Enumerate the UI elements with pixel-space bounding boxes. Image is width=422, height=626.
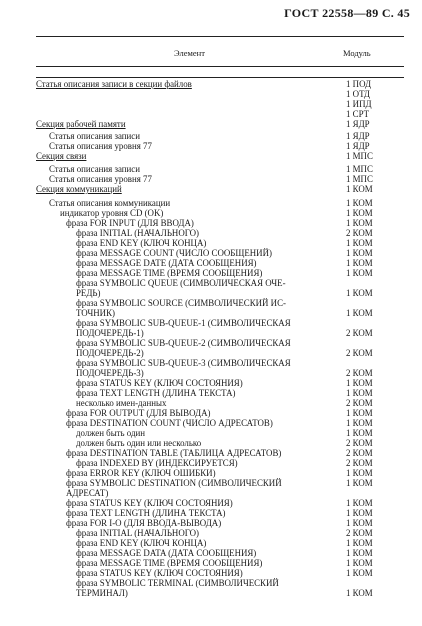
section-title: Секция связи (36, 151, 87, 161)
section-title: Секция коммуникаций (36, 184, 122, 194)
module-code: 1 КОМ (346, 498, 373, 508)
element-text: фраза TEXT LENGTH (ДЛИНА ТЕКСТА) (76, 388, 236, 398)
element-text: фраза TEXT LENGTH (ДЛИНА ТЕКСТА) (66, 508, 226, 518)
module-code: 2 КОМ (346, 228, 373, 238)
element-text: фраза MESSAGE TIME (ВРЕМЯ СООБЩЕНИЯ) (76, 558, 263, 568)
element-text: должен быть один или несколько (76, 438, 202, 448)
element-text: фраза ERROR KEY (КЛЮЧ ОШИБКИ) (66, 468, 216, 478)
module-code: 1 КОМ (346, 378, 373, 388)
module-code: 2 КОМ (346, 438, 373, 448)
element-text: фраза STATUS KEY (КЛЮЧ СОСТОЯНИЯ) (66, 498, 233, 508)
module-code: 1 КОМ (346, 238, 373, 248)
element-text: фраза SYMBOLIC TERMINAL (СИМВОЛИЧЕСКИЙ (76, 578, 279, 588)
section-rule (36, 77, 404, 78)
module-code: 1 КОМ (346, 408, 373, 418)
element-text: фраза SYMBOLIC DESTINATION (СИМВОЛИЧЕСКИЙ (66, 478, 282, 488)
element-text: фраза FOR INPUT (ДЛЯ ВВОДА) (66, 218, 194, 228)
element-text: фраза SYMBOLIC SUB-QUEUE-1 (СИМВОЛИЧЕСКАЯ (76, 318, 291, 328)
module-code: 1 МПС (346, 174, 373, 184)
module-code: 2 КОМ (346, 368, 373, 378)
module-code: 1 ИПД (346, 99, 372, 109)
module-code: 1 КОМ (346, 184, 373, 194)
element-text: ПОДОЧЕРЕДЬ-1) (76, 328, 144, 338)
element-text: фраза END KEY (КЛЮЧ КОНЦА) (76, 238, 207, 248)
element-text: ПОДОЧЕРЕДЬ-2) (76, 348, 144, 358)
element-text: фраза SYMBOLIC SOURCE (СИМВОЛИЧЕСКИЙ ИС- (76, 298, 286, 308)
module-code: 1 МПС (346, 151, 373, 161)
module-code: 1 КОМ (346, 428, 373, 438)
element-text: Статья описания записи (49, 131, 140, 141)
module-code: 1 КОМ (346, 198, 373, 208)
module-code: 2 КОМ (346, 528, 373, 538)
element-text: фраза DESTINATION COUNT (ЧИСЛО АДРЕСАТОВ) (66, 418, 273, 428)
module-code: 1 КОМ (346, 288, 373, 298)
element-text: Статья описания уровня 77 (49, 174, 152, 184)
element-text: фраза MESSAGE COUNT (ЧИСЛО СООБЩЕНИЙ) (76, 248, 272, 258)
module-code: 1 ЯДР (346, 141, 370, 151)
module-code: 1 МПС (346, 164, 373, 174)
module-code: 1 КОМ (346, 518, 373, 528)
module-code: 1 КОМ (346, 558, 373, 568)
module-code: 1 КОМ (346, 568, 373, 578)
element-text: фраза MESSAGE DATA (ДАТА СООБЩЕНИЯ) (76, 548, 257, 558)
module-code: 1 КОМ (346, 218, 373, 228)
element-text: АДРЕСАТ) (66, 488, 109, 498)
element-text: индикатор уровня CD (OK) (60, 208, 164, 218)
module-code: 1 КОМ (346, 538, 373, 548)
element-text: Статья описания уровня 77 (49, 141, 152, 151)
module-code: 1 КОМ (346, 478, 373, 488)
section-title: Секция рабочей памяти (36, 119, 126, 129)
module-code: 1 КОМ (346, 268, 373, 278)
module-code: 1 ПОД (346, 79, 372, 89)
element-text: фраза STATUS KEY (КЛЮЧ СОСТОЯНИЯ) (76, 378, 243, 388)
module-code: 2 КОМ (346, 348, 373, 358)
module-code: 1 КОМ (346, 208, 373, 218)
element-text: должен быть один (76, 428, 146, 438)
element-text: ТЕРМИНАЛ) (76, 588, 128, 598)
element-text: фраза DESTINATION TABLE (ТАБЛИЦА АДРЕСАТОВ) (66, 448, 282, 458)
element-text: фраза MESSAGE DATE (ДАТА СООБЩЕНИЯ) (76, 258, 257, 268)
element-text: Статья описания записи (49, 164, 140, 174)
element-text: фраза SYMBOLIC SUB-QUEUE-2 (СИМВОЛИЧЕСКАЯ (76, 338, 291, 348)
module-column-header: Модуль (343, 48, 371, 58)
element-column-header: Элемент (174, 48, 205, 58)
element-text: фраза MESSAGE TIME (ВРЕМЯ СООБЩЕНИЯ) (76, 268, 263, 278)
module-code: 2 КОМ (346, 328, 373, 338)
element-text: Статья описания коммуникации (49, 198, 171, 208)
module-code: 1 ЯДР (346, 119, 370, 129)
element-text: фраза INITIAL (НАЧАЛЬНОГО) (76, 228, 200, 238)
module-code: 1 КОМ (346, 388, 373, 398)
module-code: 1 КОМ (346, 308, 373, 318)
element-text: фраза STATUS KEY (КЛЮЧ СОСТОЯНИЯ) (76, 568, 243, 578)
element-text: фраза SYMBOLIC QUEUE (СИМВОЛИЧЕСКАЯ ОЧЕ- (76, 278, 286, 288)
module-code: 2 КОМ (346, 458, 373, 468)
standard-header: ГОСТ 22558—89 С. 45 (284, 6, 410, 20)
module-code: 1 КОМ (346, 418, 373, 428)
module-code: 1 КОМ (346, 588, 373, 598)
element-text: РЕДЬ) (76, 288, 101, 298)
element-text: фраза FOR OUTPUT (ДЛЯ ВЫВОДА) (66, 408, 211, 418)
element-text: фраза INDEXED BY (ИНДЕКСИРУЕТСЯ) (76, 458, 238, 468)
element-text: фраза FOR I-O (ДЛЯ ВВОДА-ВЫВОДА) (66, 518, 222, 528)
element-text: фраза SYMBOLIC SUB-QUEUE-3 (СИМВОЛИЧЕСКАЯ (76, 358, 291, 368)
module-code: 1 КОМ (346, 258, 373, 268)
module-code: 1 КОМ (346, 468, 373, 478)
module-code: 2 КОМ (346, 448, 373, 458)
module-code: 1 КОМ (346, 248, 373, 258)
module-code: 1 ОТД (346, 89, 370, 99)
module-code: 1 КОМ (346, 548, 373, 558)
element-text: фраза END KEY (КЛЮЧ КОНЦА) (76, 538, 207, 548)
element-text: ПОДОЧЕРЕДЬ-3) (76, 368, 144, 378)
module-code: 1 СРТ (346, 109, 370, 119)
module-code: 1 ЯДР (346, 131, 370, 141)
element-text: ТОЧНИК) (76, 308, 115, 318)
element-text: фраза INITIAL (НАЧАЛЬНОГО) (76, 528, 200, 538)
element-text: несколько имен-данных (76, 398, 167, 408)
module-code: 1 КОМ (346, 508, 373, 518)
section-title: Статья описания записи в секции файлов (36, 79, 192, 89)
module-code: 2 КОМ (346, 398, 373, 408)
